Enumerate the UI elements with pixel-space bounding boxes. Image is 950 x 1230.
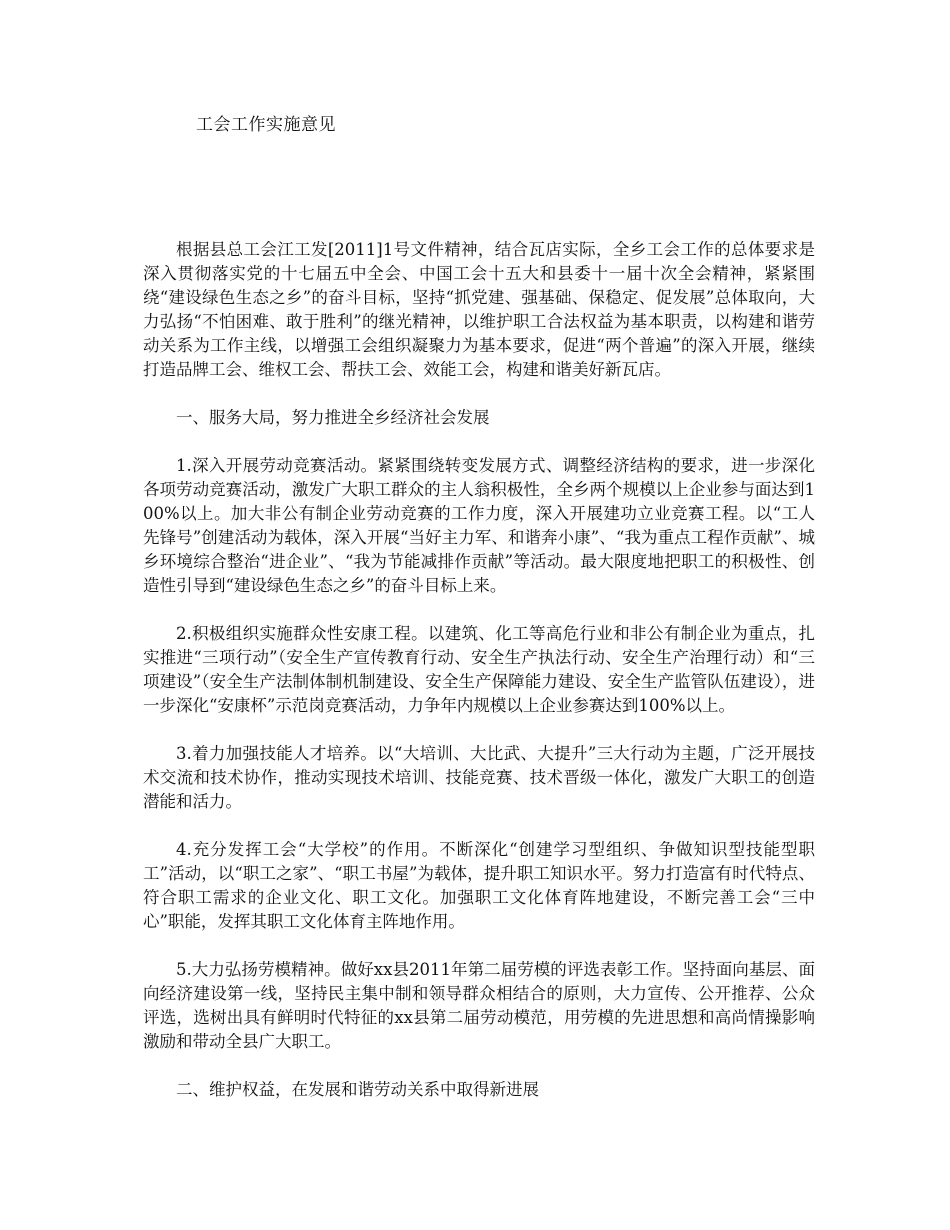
item-paragraph-4: 4.充分发挥工会“大学校”的作用。不断深化“创建学习型组织、争做知识型技能型职工”活动，以“职工之家”、“职工书屋”为载体，提升职工知识水平。努力打造富有时代特点、符合职工需求的企业文化、职工文化。加强职工文化体育阵地建设，不断完善工会“三中心”职能，发挥其职工文化体育主阵地作用。	[143, 840, 815, 931]
item-paragraph-2: 2.积极组织实施群众性安康工程。以建筑、化工等高危行业和非公有制企业为重点，扎实推进“三项行动”（安全生产宣传教育行动、安全生产执法行动、安全生产治理行动）和“三项建设”（安全生产法制体制机制建设、安全生产保障能力建设、安全生产监管队伍建设），进一步深化“安康杯”示范岗竞赛活动，力争年内规模以上企业参赛达到100%以上。	[143, 624, 815, 715]
section-heading-2: 二、维护权益，在发展和谐劳动关系中取得新进展	[176, 1080, 539, 1099]
intro-paragraph: 根据县总工会江工发[2011]1号文件精神，结合瓦店实际，全乡工会工作的总体要求是深入贯彻落实党的十七届五中全会、中国工会十五大和县委十一届十次全会精神，紧紧围绕“建设绿色生态之乡”的奋斗目标，坚持“抓党建、强基础、保稳定、促发展”总体取向，大力弘扬“不怕困难、敢于胜利”的继光精神，以维护职工合法权益为基本职责，以构建和谐劳动关系为工作主线，以增强工会组织凝聚力为基本要求，促进“两个普遍”的深入开展，继续打造品牌工会、维权工会、帮扶工会、效能工会，构建和谐美好新瓦店。	[143, 240, 815, 379]
document-title: 工会工作实施意见	[196, 115, 336, 135]
item-paragraph-3: 3.着力加强技能人才培养。以“大培训、大比武、大提升”三大行动为主题，广泛开展技术交流和技术协作，推动实现技术培训、技能竞赛、技术晋级一体化，激发广大职工的创造潜能和活力。	[143, 744, 815, 811]
item-paragraph-1: 1.深入开展劳动竞赛活动。紧紧围绕转变发展方式、调整经济结构的要求，进一步深化各项劳动竞赛活动，激发广大职工群众的主人翁积极性，全乡两个规模以上企业参与面达到100%以上。加大非公有制企业劳动竞赛的工作力度，深入开展建功立业竞赛工程。以“工人先锋号”创建活动为载体，深入开展“当好主力军、和谐奔小康”、“我为重点工程作贡献”、城乡环境综合整治“进企业”、“我为节能减排作贡献”等活动。最大限度地把职工的积极性、创造性引导到“建设绿色生态之乡”的奋斗目标上来。	[143, 456, 815, 595]
item-paragraph-5: 5.大力弘扬劳模精神。做好xx县2011年第二届劳模的评选表彰工作。坚持面向基层、面向经济建设第一线，坚持民主集中制和领导群众相结合的原则，大力宣传、公开推荐、公众评选，选树出具有鲜明时代特征的xx县第二届劳动模范，用劳模的先进思想和高尚情操影响激励和带动全县广大职工。	[143, 960, 815, 1051]
section-heading-1: 一、服务大局，努力推进全乡经济社会发展	[176, 408, 490, 427]
document-body	[143, 238, 815, 1126]
